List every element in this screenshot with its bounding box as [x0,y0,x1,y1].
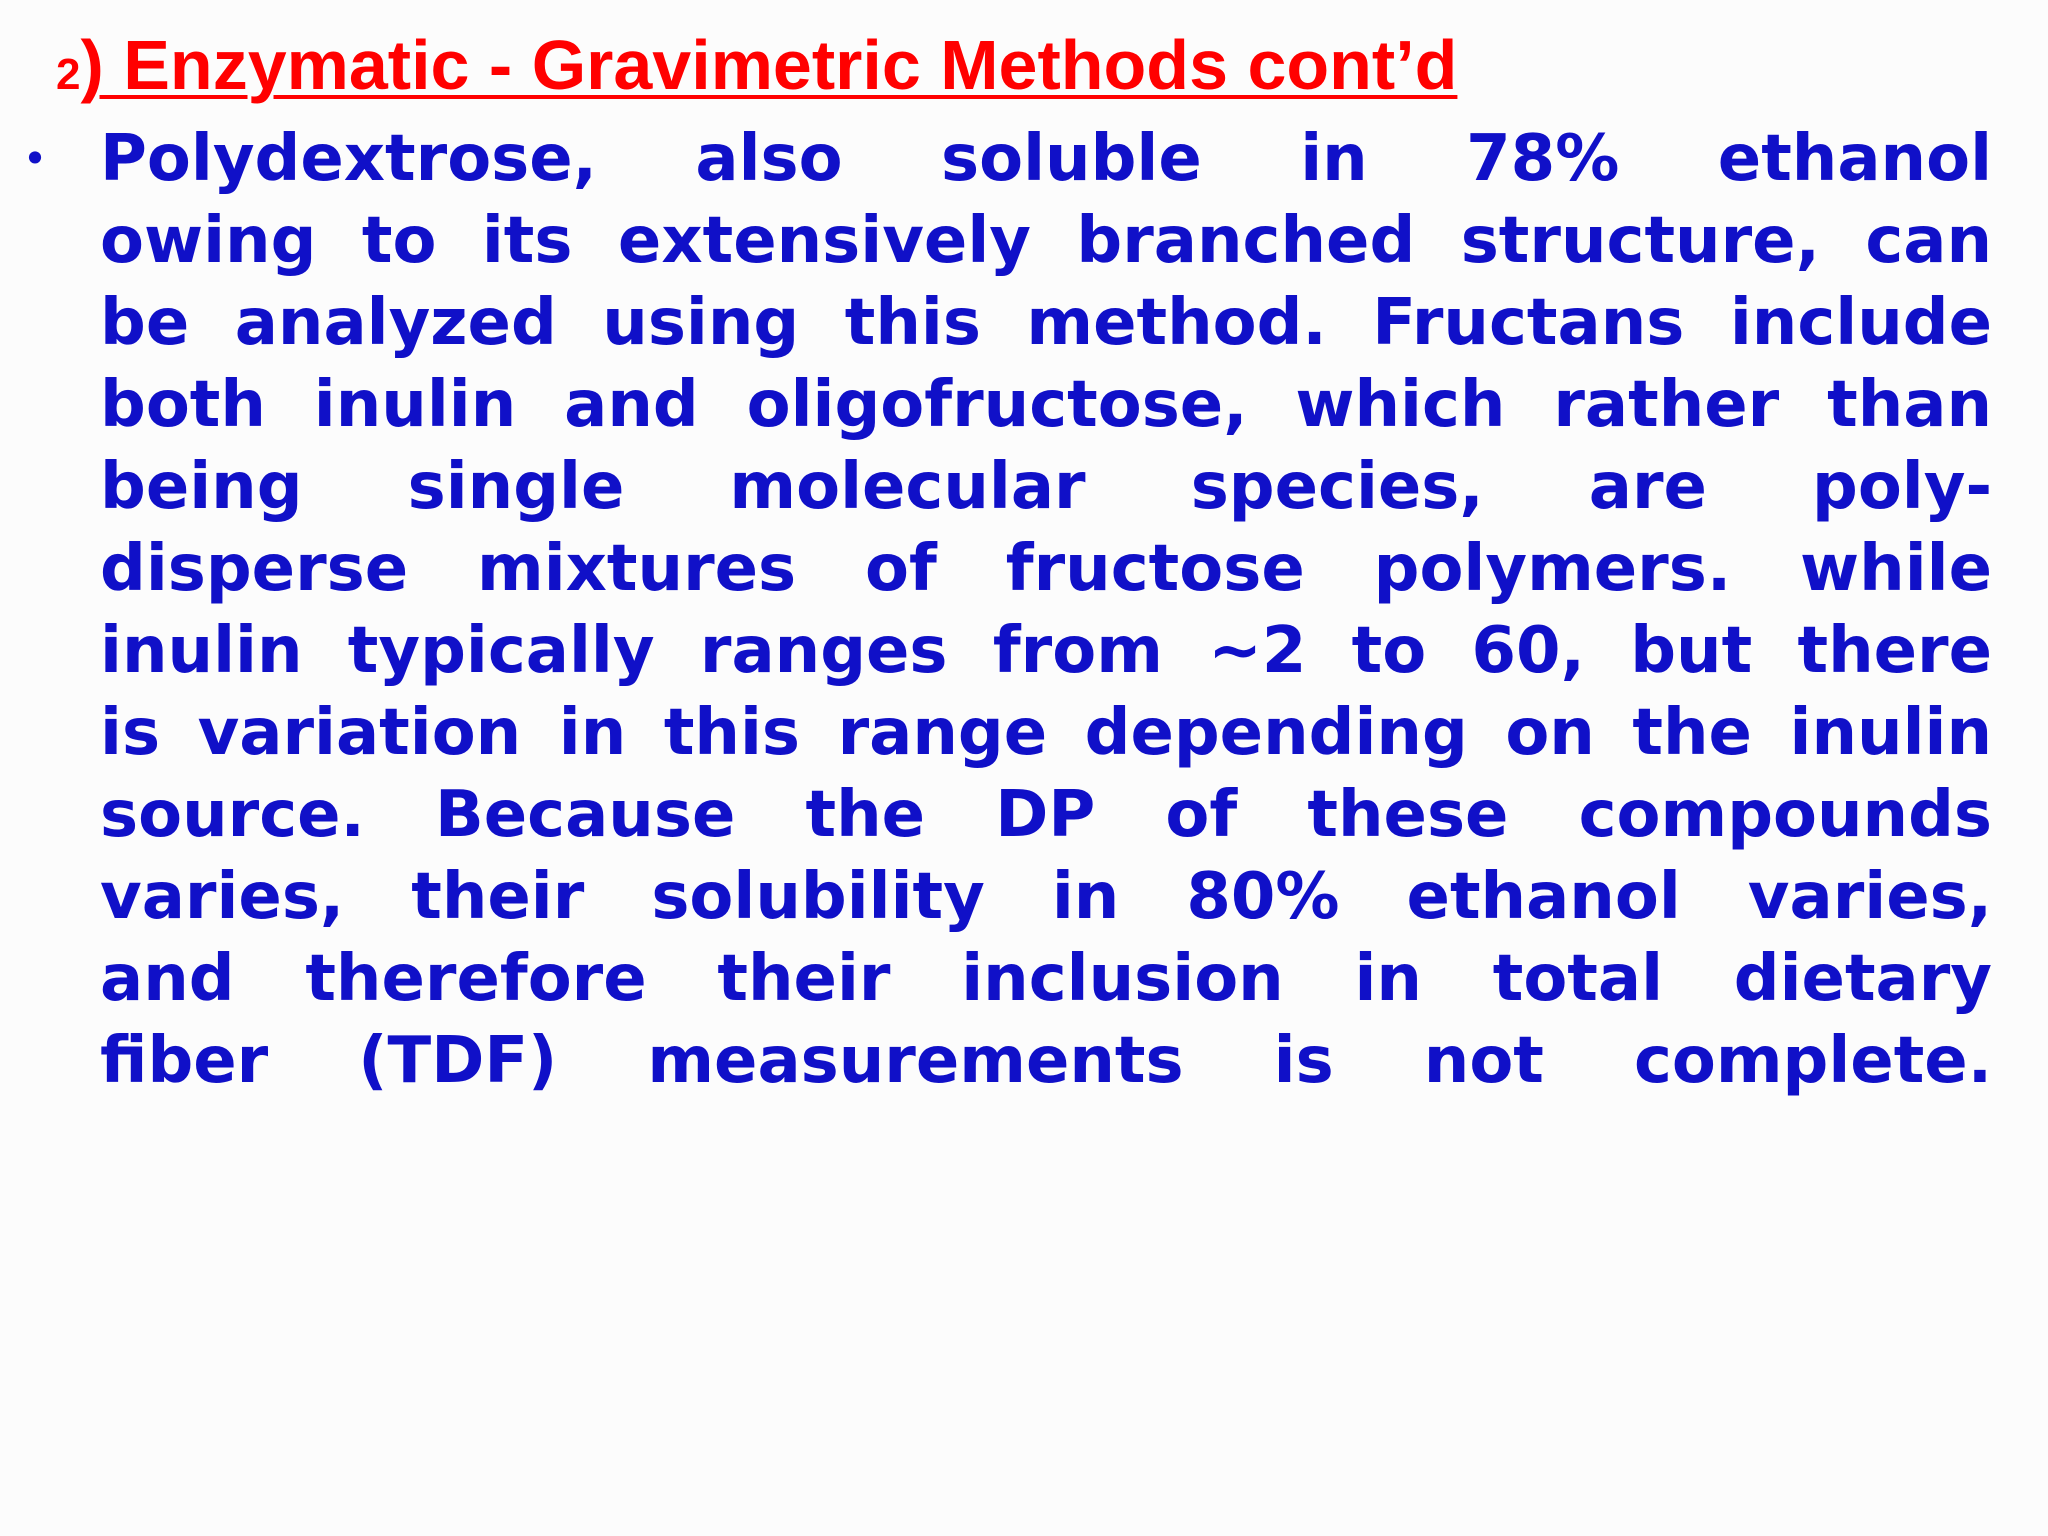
paragraph-line: disperse mixtures of fructose polymers. while [100,532,1992,606]
title-text: ) Enzymatic - Gravimetric Methods cont’d [80,26,1458,104]
paragraph-line: varies, their solubility in 80% ethanol varies, [100,860,1992,934]
paragraph-line: being single molecular species, are poly- [100,450,1992,524]
title-number: 2 [56,50,81,99]
paragraph-line: fiber (TDF) measurements is not complete. [100,1024,1992,1098]
paragraph-line: be analyzed using this method. Fructans include [100,286,1992,360]
bullet-dot-icon: • [22,134,48,183]
paragraph-line: owing to its extensively branched structure, can [100,204,1992,278]
paragraph-line: Polydextrose, also soluble in 78% ethanol [100,122,1992,196]
paragraph-line: source. Because the DP of these compounds [100,778,1992,852]
slide-title [56,22,1457,121]
paragraph-line: and therefore their inclusion in total dietary [100,942,1992,1016]
paragraph-line: both inulin and oligofructose, which rather than [100,368,1992,442]
paragraph-line: is variation in this range depending on the inulin [100,696,1992,770]
paragraph-line: inulin typically ranges from ~2 to 60, but there [100,614,1992,688]
bullet-paragraph [100,118,1992,1102]
